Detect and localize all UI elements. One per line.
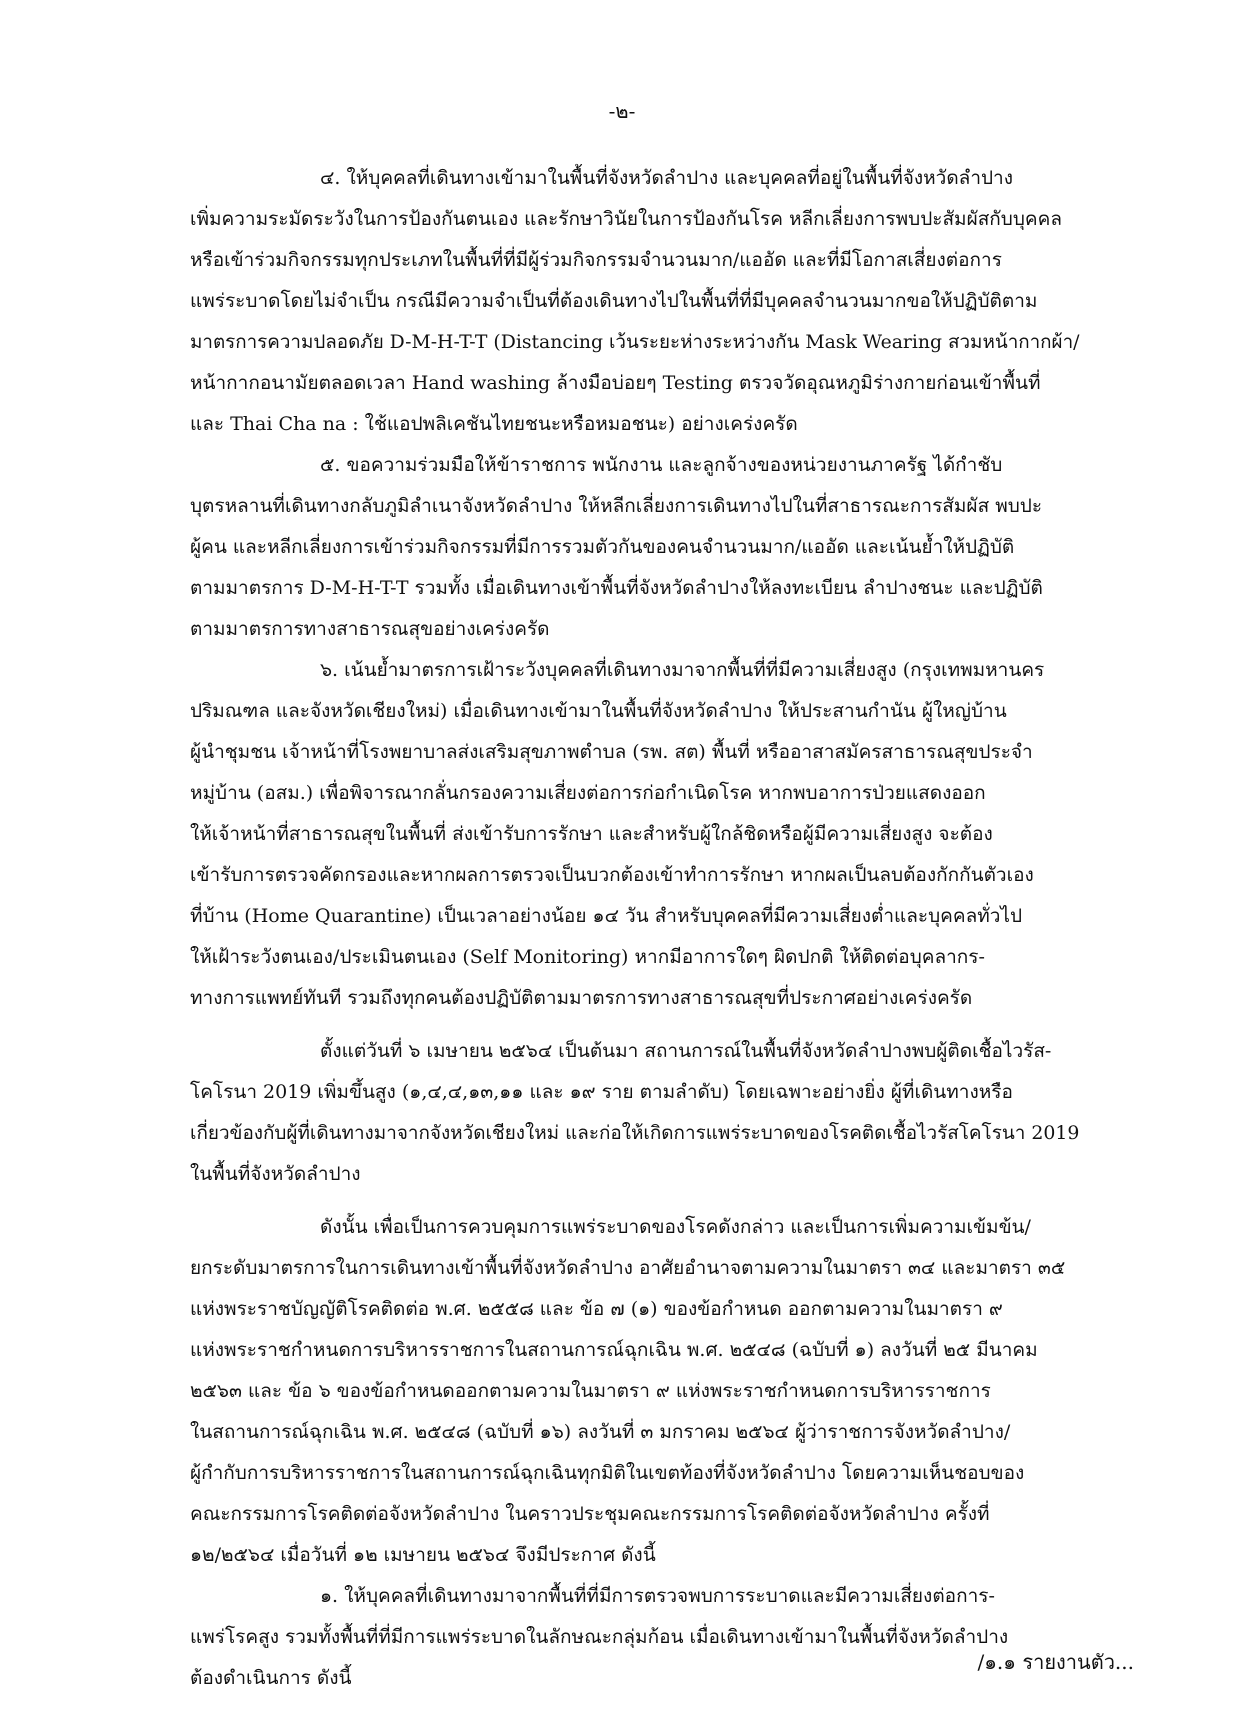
text-line: ตั้งแต่วันที่ ๖ เมษายน ๒๕๖๔ เป็นต้นมา สถานการณ์ในพื้นที่จังหวัดลำปางพบผู้ติดเชื้อไวรัส- bbox=[320, 1040, 1052, 1062]
text-line: เข้ารับการตรวจคัดกรองและหากผลการตรวจเป็นบวกต้องเข้าทำการรักษา หากผลเป็นลบต้องกักกันตัวเอง bbox=[190, 864, 1034, 886]
paragraph-item-6 bbox=[190, 650, 1080, 1019]
text-line: ที่บ้าน (Home Quarantine) เป็นเวลาอย่างน้อย ๑๔ วัน สำหรับบุคคลที่มีความเสี่ยงต่ำและบุคคลทั่วไป bbox=[190, 905, 1023, 927]
text-line: หรือเข้าร่วมกิจกรรมทุกประเภทในพื้นที่ที่มีผู้ร่วมกิจกรรมจำนวนมาก/แออัด และที่มีโอกาสเสี่ยงต่อการ bbox=[190, 249, 1002, 271]
text-line: ๕. ขอความร่วมมือให้ข้าราชการ พนักงาน และลูกจ้างของหน่วยงานภาครัฐ ได้กำชับ bbox=[320, 454, 1003, 476]
text-line: เกี่ยวข้องกับผู้ที่เดินทางมาจากจังหวัดเชียงใหม่ และก่อให้เกิดการแพร่ระบาดของโรคติดเชื้อไวรัสโคโรนา 2019 bbox=[190, 1122, 1080, 1144]
text-line: ปริมณฑล และจังหวัดเชียงใหม่) เมื่อเดินทางเข้ามาในพื้นที่จังหวัดลำปาง ให้ประสานกำนัน ผู้ใหญ่บ้าน bbox=[190, 700, 1007, 722]
text-line: ในพื้นที่จังหวัดลำปาง bbox=[190, 1163, 361, 1185]
text-line: ผู้นำชุมชน เจ้าหน้าที่โรงพยาบาลส่งเสริมสุขภาพตำบล (รพ. สต) พื้นที่ หรืออาสาสมัครสาธารณสุขประจำ bbox=[190, 741, 1033, 763]
text-line: บุตรหลานที่เดินทางกลับภูมิลำเนาจังหวัดลำปาง ให้หลีกเลี่ยงการเดินทางไปในที่สาธารณะการสัมผัส พบปะ bbox=[190, 495, 1043, 517]
text-line: ๖. เน้นย้ำมาตรการเฝ้าระวังบุคคลที่เดินทางมาจากพื้นที่ที่มีความเสี่ยงสูง (กรุงเทพมหานคร bbox=[320, 659, 1045, 681]
text-line: ๑๒/๒๕๖๔ เมื่อวันที่ ๑๒ เมษายน ๒๕๖๔ จึงมีประกาศ ดังนี้ bbox=[190, 1544, 656, 1566]
text-line: หมู่บ้าน (อสม.) เพื่อพิจารณากลั่นกรองความเสี่ยงต่อการก่อกำเนิดโรค หากพบอาการป่วยแสดงออก bbox=[190, 782, 986, 804]
text-line: คณะกรรมการโรคติดต่อจังหวัดลำปาง ในคราวประชุมคณะกรรมการโรคติดต่อจังหวัดลำปาง ครั้งที่ bbox=[190, 1503, 990, 1525]
text-line: ทางการแพทย์ทันที รวมถึงทุกคนต้องปฏิบัติตามมาตรการทางสาธารณสุขที่ประกาศอย่างเคร่งครัด bbox=[190, 987, 973, 1009]
text-line: หน้ากากอนามัยตลอดเวลา Hand washing ล้างมือบ่อยๆ Testing ตรวจวัดอุณหภูมิร่างกายก่อนเข้าพื้นที่ bbox=[190, 372, 1041, 394]
continuation-note: /๑.๑ รายงานตัว... bbox=[977, 1650, 1134, 1674]
text-line: ให้เฝ้าระวังตนเอง/ประเมินตนเอง (Self Monitoring) หากมีอาการใดๆ ผิดปกติ ให้ติดต่อบุคลากร- bbox=[190, 946, 985, 968]
paragraph-therefore bbox=[190, 1207, 1080, 1576]
text-line: ให้เจ้าหน้าที่สาธารณสุขในพื้นที่ ส่งเข้ารับการรักษา และสำหรับผู้ใกล้ชิดหรือผู้มีความเสี่ยงสูง จะต้อง bbox=[190, 823, 993, 845]
text-line: ๒๕๖๓ และ ข้อ ๖ ของข้อกำหนดออกตามความในมาตรา ๙ แห่งพระราชกำหนดการบริหารราชการ bbox=[190, 1380, 991, 1402]
text-line: ๑. ให้บุคคลที่เดินทางมาจากพื้นที่ที่มีการตรวจพบการระบาดและมีความเสี่ยงต่อการ- bbox=[320, 1585, 995, 1607]
text-line: แพร่โรคสูง รวมทั้งพื้นที่ที่มีการแพร่ระบาดในลักษณะกลุ่มก้อน เมื่อเดินทางเข้ามาในพื้นที่จังหวัดลำปาง bbox=[190, 1626, 1009, 1648]
text-line: ๔. ให้บุคคลที่เดินทางเข้ามาในพื้นที่จังหวัดลำปาง และบุคคลที่อยู่ในพื้นที่จังหวัดลำปาง bbox=[320, 167, 1013, 189]
text-line: ดังนั้น เพื่อเป็นการควบคุมการแพร่ระบาดของโรคดังกล่าว และเป็นการเพิ่มความเข้มข้น/ bbox=[320, 1216, 1031, 1238]
paragraph-item-4 bbox=[190, 158, 1080, 445]
text-line: ผู้กำกับการบริหารราชการในสถานการณ์ฉุกเฉินทุกมิติในเขตท้องที่จังหวัดลำปาง โดยความเห็นชอบของ bbox=[190, 1462, 1025, 1484]
text-line: โคโรนา 2019 เพิ่มขึ้นสูง (๑,๔,๔,๑๓,๑๑ และ ๑๙ ราย ตามลำดับ) โดยเฉพาะอย่างยิ่ง ผู้ที่เดินทางหรือ bbox=[190, 1081, 1013, 1103]
text-line: ผู้คน และหลีกเลี่ยงการเข้าร่วมกิจกรรมที่มีการรวมตัวกันของคนจำนวนมาก/แออัด และเน้นย้ำให้ปฏิบัติ bbox=[190, 536, 1015, 558]
text-line: แห่งพระราชบัญญัติโรคติดต่อ พ.ศ. ๒๕๕๘ และ ข้อ ๗ (๑) ของข้อกำหนด ออกตามความในมาตรา ๙ bbox=[190, 1298, 1003, 1320]
text-line: แพร่ระบาดโดยไม่จำเป็น กรณีมีความจำเป็นที่ต้องเดินทางไปในพื้นที่ที่มีบุคคลจำนวนมากขอให้ปฏิบัติตาม bbox=[190, 290, 1038, 312]
text-line: และ Thai Cha na : ใช้แอปพลิเคชันไทยชนะหรือหมอชนะ) อย่างเคร่งครัด bbox=[190, 413, 798, 435]
text-line: ตามมาตรการทางสาธารณสุขอย่างเคร่งครัด bbox=[190, 618, 550, 640]
text-line: ต้องดำเนินการ ดังนี้ bbox=[190, 1667, 352, 1689]
text-line: ตามมาตรการ D-M-H-T-T รวมทั้ง เมื่อเดินทางเข้าพื้นที่จังหวัดลำปางให้ลงทะเบียน ลำปางชนะ และปฏิบัติ bbox=[190, 577, 1043, 599]
paragraph-item-5 bbox=[190, 445, 1080, 650]
document-body bbox=[190, 158, 1080, 1699]
paragraph-order-1 bbox=[190, 1576, 1080, 1699]
paragraph-situation bbox=[190, 1031, 1080, 1195]
page-number: -๒- bbox=[608, 99, 636, 123]
text-line: มาตรการความปลอดภัย D-M-H-T-T (Distancing เว้นระยะห่างระหว่างกัน Mask Wearing สวมหน้ากากผ้า/ bbox=[190, 332, 1080, 353]
text-line: ในสถานการณ์ฉุกเฉิน พ.ศ. ๒๕๔๘ (ฉบับที่ ๑๖) ลงวันที่ ๓ มกราคม ๒๕๖๔ ผู้ว่าราชการจังหวัดลำปาง/ bbox=[190, 1421, 1011, 1443]
text-line: แห่งพระราชกำหนดการบริหารราชการในสถานการณ์ฉุกเฉิน พ.ศ. ๒๕๔๘ (ฉบับที่ ๑) ลงวันที่ ๒๕ มีนาคม bbox=[190, 1339, 1038, 1361]
text-line: เพิ่มความระมัดระวังในการป้องกันตนเอง และรักษาวินัยในการป้องกันโรค หลีกเลี่ยงการพบปะสัมผัสกับบุคคล bbox=[190, 208, 1062, 230]
text-line: ยกระดับมาตรการในการเดินทางเข้าพื้นที่จังหวัดลำปาง อาศัยอำนาจตามความในมาตรา ๓๔ และมาตรา ๓๕ bbox=[190, 1257, 1066, 1279]
